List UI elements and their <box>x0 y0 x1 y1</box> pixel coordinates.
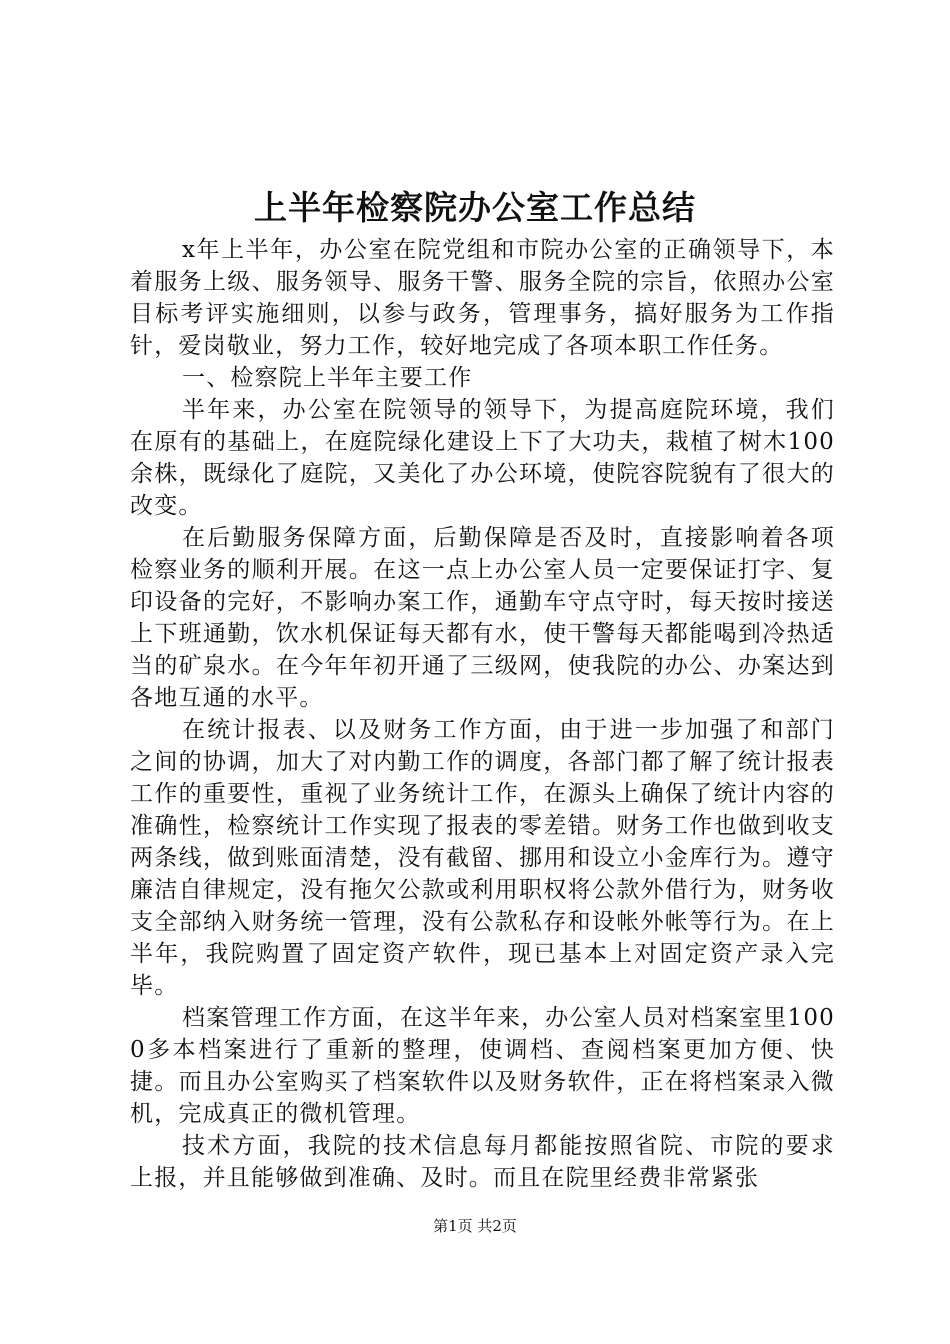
document-title: 上半年检察院办公室工作总结 <box>254 188 696 227</box>
paragraph-logistics: 在后勤服务保障方面，后勤保障是否及时，直接影响着各项检察业务的顺利开展。在这一点上办公室人员一定要保证打字、复印设备的完好，不影响办案工作，通勤车守点守时，每天按时接送上下班通勤，饮水机保证每天都有水，使干警每天都能喝到冷热适当的矿泉水。在今年年初开通了三级网，使我院的办公、办案达到各地互通的水平。 <box>130 525 835 711</box>
section-heading: 一、检察院上半年主要工作 <box>182 365 473 391</box>
paragraph-archives: 档案管理工作方面，在这半年来，办公室人员对档案室里1000多本档案进行了重新的整理，使调档、查阅档案更加方便、快捷。而且办公室购买了档案软件以及财务软件，正在将档案录入微机，完成真正的微机管理。 <box>130 1005 835 1127</box>
paragraph-technology: 技术方面，我院的技术信息每月都能按照省院、市院的要求上报，并且能够做到准确、及时。而且在院里经费非常紧张 <box>130 1133 835 1191</box>
page-footer: 第1页 共2页 <box>433 1217 517 1235</box>
document-body <box>130 234 835 1194</box>
paragraph-greening: 半年来，办公室在院领导的领导下，为提高庭院环境，我们在原有的基础上，在庭院绿化建设上下了大功夫，栽植了树木100余株，既绿化了庭院，又美化了办公环境，使院容院貌有了很大的改变。 <box>130 397 835 519</box>
paragraph-statistics-finance: 在统计报表、以及财务工作方面，由于进一步加强了和部门之间的协调，加大了对内勤工作的调度，各部门都了解了统计报表工作的重要性，重视了业务统计工作，在源头上确保了统计内容的准确性，检察统计工作实现了报表的零差错。财务工作也做到收支两条线，做到账面清楚，没有截留、挪用和设立小金库行为。遵守廉洁自律规定，没有拖欠公款或利用职权将公款外借行为，财务收支全部纳入财务统一管理，没有公款私存和设帐外帐等行为。在上半年，我院购置了固定资产软件，现已基本上对固定资产录入完毕。 <box>130 717 835 999</box>
paragraph-intro: x年上半年，办公室在院党组和市院办公室的正确领导下，本着服务上级、服务领导、服务干警、服务全院的宗旨，依照办公室目标考评实施细则，以参与政务，管理事务，搞好服务为工作指针，爱岗敬业，努力工作，较好地完成了各项本职工作任务。 <box>130 237 835 359</box>
